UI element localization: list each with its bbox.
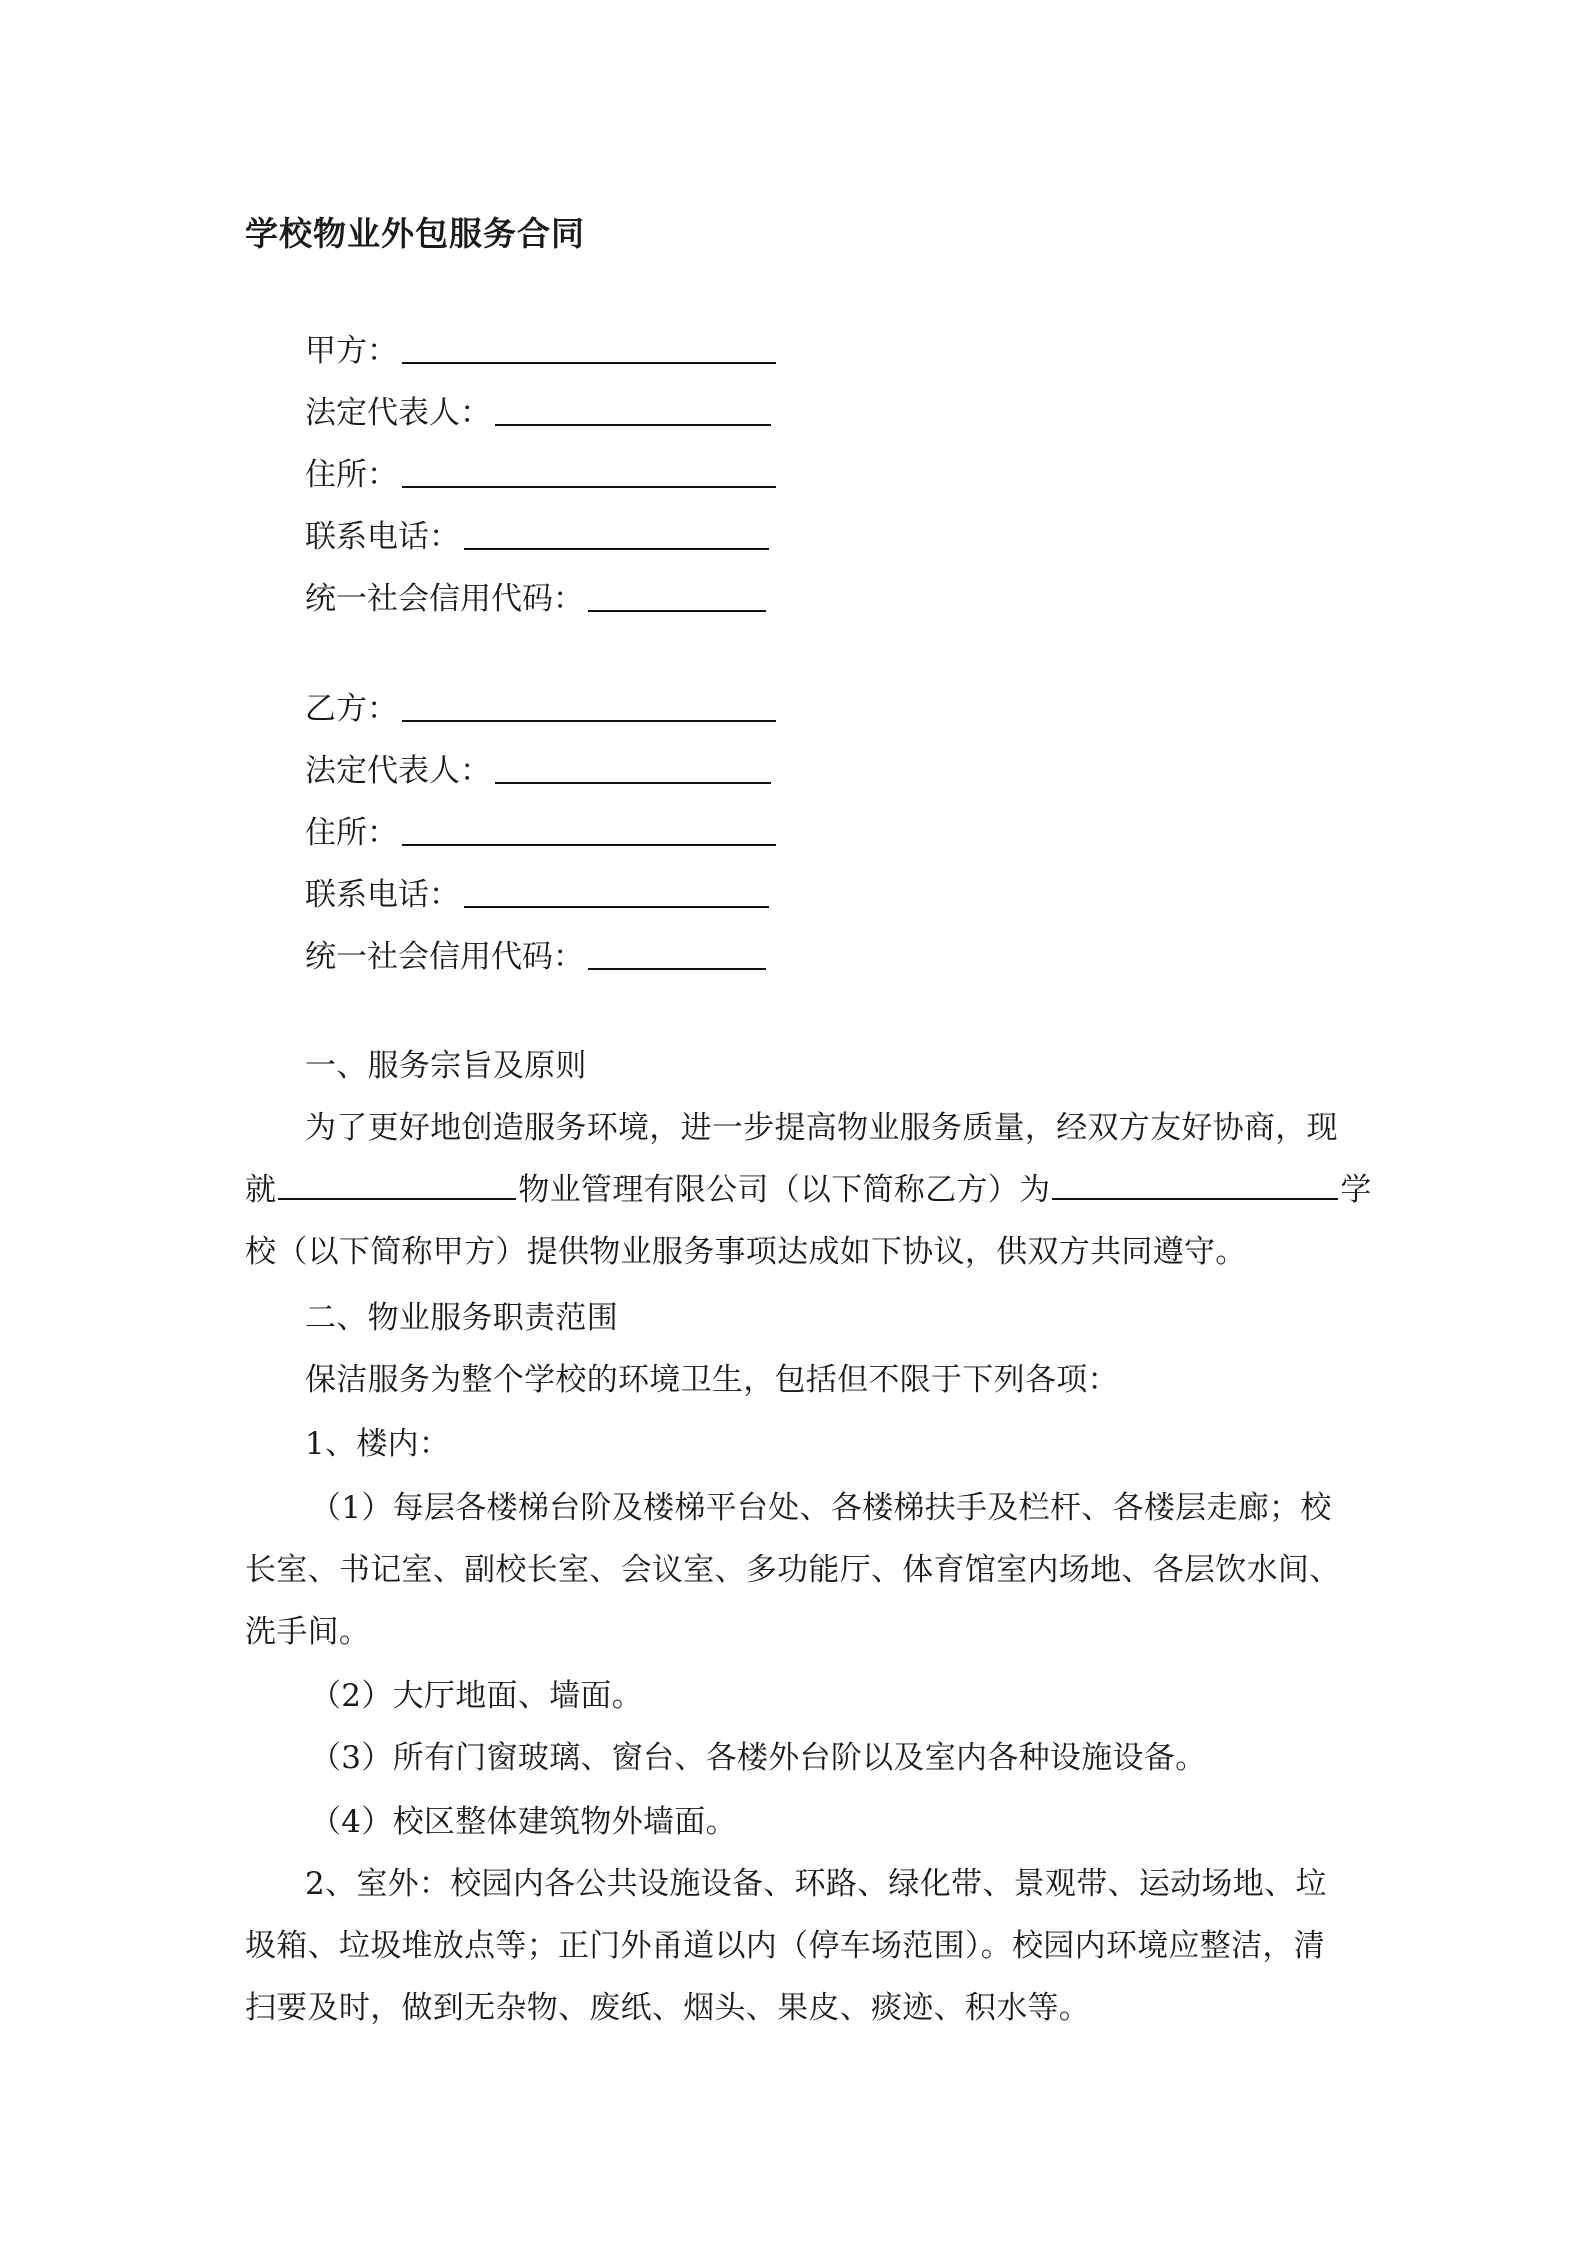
indoor-item1-line1: （1）每层各楼梯台阶及楼梯平台处、各楼梯扶手及栏杆、各楼层走廊；校 — [310, 1490, 1332, 1526]
party-a-credit-code-field — [305, 574, 766, 618]
party-a-phone-blank[interactable] — [464, 542, 769, 550]
party-b-rep-blank[interactable] — [495, 776, 771, 784]
party-b-rep-label: 法定代表人： — [305, 753, 491, 789]
party-b-address-blank[interactable] — [402, 838, 776, 846]
section1-para-line2-end: 学 — [1340, 1172, 1372, 1208]
party-b-address-label: 住所： — [305, 815, 398, 851]
outdoor-line3: 扫要及时，做到无杂物、废纸、烟头、果皮、痰迹、积水等。 — [245, 1990, 1091, 2026]
party-b-address-field — [305, 808, 776, 852]
section1-para-line2-mid: 物业管理有限公司（以下简称乙方）为 — [518, 1172, 1051, 1208]
party-b-credit-code-label: 统一社会信用代码： — [305, 939, 584, 975]
outdoor-line2: 圾箱、垃圾堆放点等；正门外甬道以内（停车场范围）。校园内环境应整洁，清 — [245, 1928, 1325, 1964]
party-b-phone-blank[interactable] — [464, 900, 769, 908]
document-title: 学校物业外包服务合同 — [245, 214, 585, 253]
party-a-address-label: 住所： — [305, 457, 398, 493]
party-a-phone-label: 联系电话： — [305, 519, 460, 555]
party-b-phone-label: 联系电话： — [305, 877, 460, 913]
section1-para-line2-start: 就 — [245, 1172, 277, 1208]
indoor-heading: 1、楼内： — [305, 1426, 451, 1462]
party-b-name-blank[interactable] — [402, 714, 776, 722]
party-a-rep-field — [305, 388, 771, 432]
party-a-name-label: 甲方： — [305, 333, 398, 369]
indoor-item4: （4）校区整体建筑物外墙面。 — [310, 1804, 737, 1840]
party-b-credit-code-blank[interactable] — [588, 962, 766, 970]
party-b-rep-field — [305, 746, 771, 790]
party-a-address-blank[interactable] — [402, 480, 776, 488]
party-a-name-field — [305, 326, 776, 370]
party-a-address-field — [305, 450, 776, 494]
section1-heading: 一、服务宗旨及原则 — [305, 1048, 587, 1084]
indoor-item1-line2: 长室、书记室、副校长室、会议室、多功能厅、体育馆室内场地、各层饮水间、 — [245, 1552, 1341, 1588]
property-company-blank[interactable] — [278, 1192, 516, 1200]
section2-heading: 二、物业服务职责范围 — [305, 1300, 618, 1336]
party-a-rep-label: 法定代表人： — [305, 395, 491, 431]
party-b-phone-field — [305, 870, 769, 914]
section1-para-line2 — [245, 1164, 1372, 1209]
indoor-item1-line3: 洗手间。 — [245, 1614, 371, 1650]
party-a-credit-code-label: 统一社会信用代码： — [305, 581, 584, 617]
outdoor-line1: 2、室外：校园内各公共设施设备、环路、绿化带、景观带、运动场地、垃 — [305, 1866, 1327, 1902]
section2-intro: 保洁服务为整个学校的环境卫生，包括但不限于下列各项： — [305, 1362, 1119, 1398]
party-a-name-blank[interactable] — [402, 356, 776, 364]
indoor-item2: （2）大厅地面、墙面。 — [310, 1678, 644, 1714]
party-a-phone-field — [305, 512, 769, 556]
party-a-rep-blank[interactable] — [495, 418, 771, 426]
party-b-name-label: 乙方： — [305, 691, 398, 727]
party-a-credit-code-blank[interactable] — [588, 604, 766, 612]
section1-para-line1: 为了更好地创造服务环境，进一步提高物业服务质量，经双方友好协商，现 — [305, 1110, 1338, 1146]
party-b-name-field — [305, 684, 776, 728]
indoor-item3: （3）所有门窗玻璃、窗台、各楼外台阶以及室内各种设施设备。 — [310, 1740, 1207, 1776]
section1-para-line3: 校（以下简称甲方）提供物业服务事项达成如下协议，供双方共同遵守。 — [245, 1234, 1247, 1270]
school-name-blank[interactable] — [1052, 1192, 1338, 1200]
party-b-credit-code-field — [305, 932, 766, 976]
